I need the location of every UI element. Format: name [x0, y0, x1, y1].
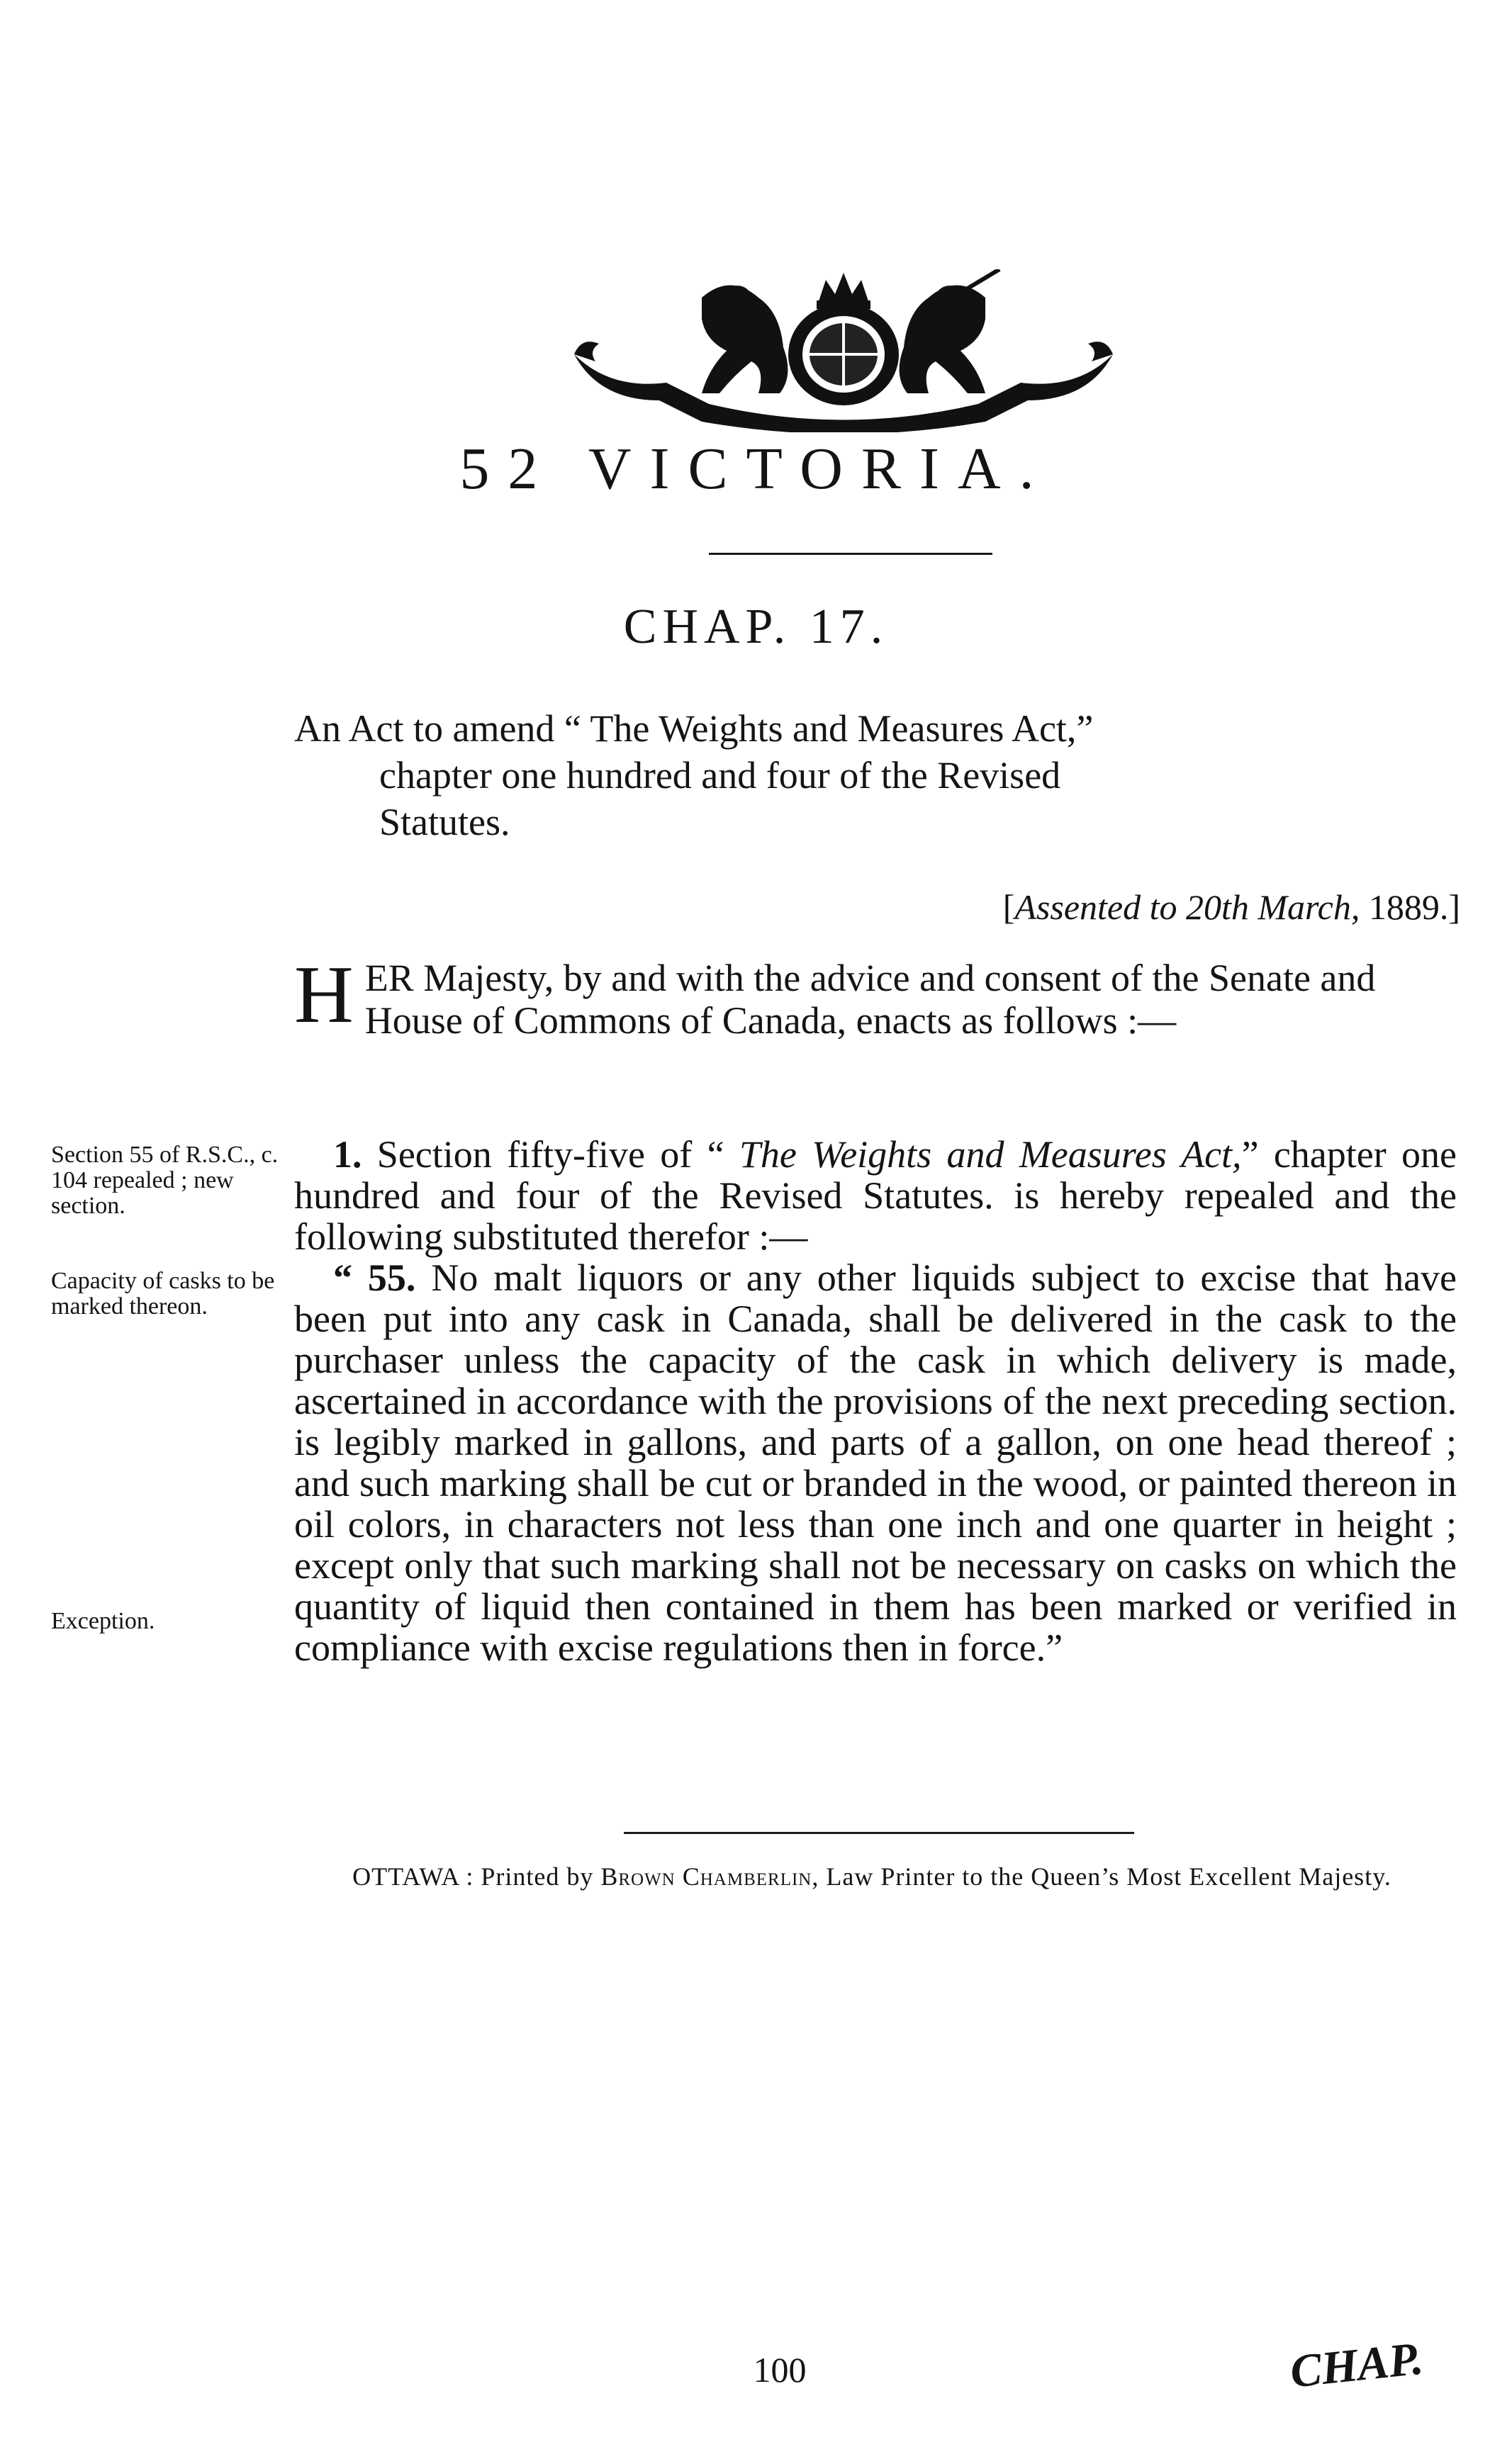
reign-heading: 52 VICTORIA. [459, 436, 1053, 502]
imprint-printed-by: Printed by [481, 1862, 594, 1891]
section-55 [294, 1257, 1457, 1668]
section-55-text: No malt liquors or any other liquids subject to excise that have been put into any cask in Canada, shall be delivered in the cask to the purchaser unless the capacity of the cask in which delivery is made, ascertained in accordance with the provisions of the next preceding section. is legibly marked in gallons, and parts of a gallon, on one head thereof ; and such marking shall be cut or branded in the wood, or painted thereon in oil colors, in characters not less than one inch and one quarter in height ; except only that such marking shall not be necessary on casks on which the quantity of liquid then contained in them has been marked or verified in compliance with excise regulations then in force.” [294, 1256, 1457, 1669]
imprint-city: OTTAWA : [352, 1862, 474, 1891]
section-1-lead: Section fifty-five of “ [362, 1133, 739, 1176]
margin-note-exception: Exception. [51, 1608, 155, 1634]
printer-imprint [284, 1860, 1460, 1893]
royal-coat-of-arms [567, 269, 1120, 432]
page-number: 100 [753, 2350, 807, 2390]
section-1-rest: ” chapter one hundred and four of the Revised Statutes. is hereby repealed and the following substituted therefor :— [294, 1133, 1457, 1258]
act-title [294, 705, 1457, 845]
assent-year: 1889.] [1368, 887, 1460, 927]
assent-text: Assented to 20th March, [1014, 887, 1360, 927]
act-body [294, 1134, 1457, 1668]
imprint-rest: Law Printer to the Queen’s Most Excellent Majesty. [826, 1862, 1391, 1891]
title-line-3: Statutes. [379, 801, 510, 843]
enacting-clause [294, 950, 1457, 1042]
margin-note-section-55: Section 55 of R.S.C., c. 104 repealed ; new section. [51, 1142, 279, 1219]
assent-bracket: [ [1002, 887, 1015, 927]
catchword: CHAP. [1287, 2332, 1426, 2398]
section-1-act-title: The Weights and Measures Act, [739, 1133, 1242, 1176]
title-line-2: chapter one hundred and four of the Revised [379, 754, 1061, 797]
section-1-number: 1. [333, 1133, 362, 1176]
chapter-heading: CHAP. 17. [623, 600, 889, 654]
margin-note-capacity: Capacity of casks to be marked thereon. [51, 1268, 275, 1320]
divider-rule-top [709, 553, 992, 555]
title-line-1: An Act to amend “ The Weights and Measures Act,” [294, 707, 1094, 750]
section-55-number: “ 55. [333, 1256, 416, 1299]
imprint-printer-name: Brown Chamberlin, [600, 1862, 819, 1891]
section-1 [294, 1134, 1457, 1257]
assent-date [801, 889, 1460, 925]
enacting-text: ER Majesty, by and with the advice and consent of the Senate and House of Commons of Canada, enacts as follows :— [364, 957, 1376, 1042]
divider-rule-bottom [624, 1832, 1134, 1834]
drop-cap-letter: H [294, 950, 354, 1040]
